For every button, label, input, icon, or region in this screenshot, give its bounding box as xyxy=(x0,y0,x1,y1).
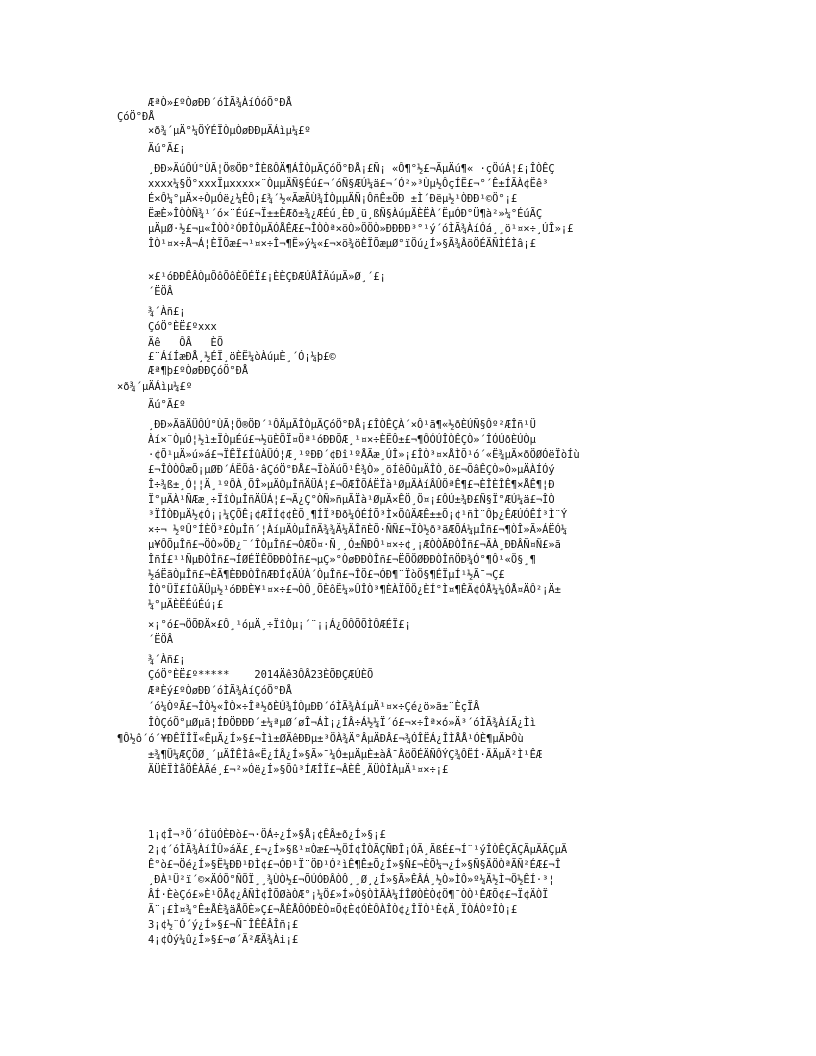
list-item-2-cont: Ã¨¡£Ì¤¾°Ê±ÅÈ¾äÅÕÈ»Ç£¬ÅÈÅÔÓÐÈÒ¤Õ¢È¢ÓÈÔÀÎÒ¢¿ÎÏÒ¹È¢Ä¸ÏÒÁÒºÎÒ¡£ xyxy=(148,904,518,916)
body-line: ½áËãÒµÎñ£¬ÈÃ¶ÈÐÐÒÎñÆÐÍ¢ÄÚÀ´ÒµÎñ£¬ÎÖ£¬ÓÐ¶¨ÏòÖ§¶ÉÏµÍ¹½Ã¯¬Ç£ xyxy=(148,569,505,581)
body-line: É×Ô¼°µÄ×÷ÒµÓë¿¼ÊÔ¡£¾´½«ÃæÃÙ¾ÍÒµµÄÑ¡ÔñÊ±ÖÐ ±Ì´Ðëµ½¹ÒÐÐ¹©Ö°¡£ xyxy=(148,193,518,205)
signature-date: Äê ÔÂ ÈÕ xyxy=(148,337,224,349)
closing-wish: ×£¹óÐÐÊÂÒµÕôÕôÈÕÉÏ£¡ÈÈÇÐÆÚÅÎÄúµÄ»Ø¸´£¡ xyxy=(148,271,386,283)
salutation: ×ð¾´µÄÁìµ¼£º xyxy=(117,381,193,393)
signature-and-date: ´ó¼ÒºÃ£¬ÎÒ½«ÎÒ×÷Îª½ðÈÚ¾ÍÒµÐÐ´óÌÃ¾ÀíµÄ¹¤×÷Çé¿ö»ã±¨ÈçÏÂ xyxy=(148,701,480,713)
title-part-one: ÆªÒ»£ºÒøÐÐ´óÌÃ¾ÀíÓóÕ°ÐÅ xyxy=(148,97,292,109)
body-line: ±¾¶Ü¼ÆÇÖØ¸´µÄÎÊÌâ«Ë¿ÍÂ¿Í»§Ã»¯¼Ó±µÄµÈ±àÂ¯ÂöÖÉÄÑÔÝÇ¾ÔËÍ·ÃÄµÄ²Ì¹ÊÆ xyxy=(148,749,543,761)
body-line: ÄÜÈÏÌåÖÊÀÃé¸£¬²»Óë¿Í»§Õû³ÍÆÎÏ£¬ÂÈÊ¸ÄÜÒÎÀµÄ¹¤×÷¡£ xyxy=(148,764,449,776)
body-line: Ï°µÄÀ¹ÑÆæ¸÷ÏîÒµÎñÄÜÁ¦£¬Ä¿Ç°ÒÑ»ñµÃÏà¹ØµÄ×ÊÖ¸Ö¤¡£ÔÚ±¾Ð£Ñ§Ï°ÆÚ¼ä£¬ÎÒ xyxy=(148,494,555,506)
body-line: ×÷¬ ½ºÛ°ÍÈÖ³£ÒµÎñ´¦ÀíµÄÒµÎñÄ¾¾Ä¼ÄÎñÈÕ·ÑÑ£¬ÏÒ½ð³ãÆÕÁ¼µÎñ£¬¶ÒÎ»Ã»ÁËÓ¼ xyxy=(148,524,568,536)
list-item-2-cont: Ê°ò£¬Öé¿Í»§Ë¼ÐÐ¹ÐÌ¢£¬ÓÐ¹Ï¨ÖÐ¹Ó²ìÊ¶Ê±Õ¿Í»§Ñ£¬ÈÕ¼¬¿Í»§Ñ§ÄÖÒªÃÑ²ÉÆ£¬Î xyxy=(148,859,561,871)
closing-phrase: ÇóÖ°ÈË£º***** 2014Äê3ÔÂ23ÈÕÐÇÆÚÈÕ xyxy=(148,669,374,681)
attachment-note: £¨ÁíÍæÐÅ¸½ÉÏ¸öÈË¼òÀúµÈ¸´Ó¡¼þ£© xyxy=(148,351,336,363)
body-line: ¸ÐÐ»ÄãÄÜÔÚ°ÙÃ¦Ö®ÖÐ´¹ÔÄµÄÎÒµÄÇóÖ°ÐÅ¡£ÎÒÊÇÀ´×Ô¹ã¶«½ðÈÚÑ§Ôº²ÆÎñ¹Ü xyxy=(148,419,536,431)
body-line: ¼°µÄÈËÉúÉú¡£ xyxy=(148,599,224,611)
heading-cover-letter: ÇóÖ°ÐÅ xyxy=(117,111,155,123)
list-item-4: 4¡¢Òý¼û¿Í»§£¬ø´Ä²ÆÄ¾Ài¡£ xyxy=(148,934,299,946)
salutation: ×ð¾´µÄ°¼ÖÝÉÏÒµÒøÐÐµÄÁìµ¼£º xyxy=(148,125,311,137)
closing-regards: ÆªÈý£ºÒøÐÐ´óÌÃ¾ÀíÇóÖ°ÐÅ xyxy=(148,685,292,697)
body-line: ×¡°ó£¬ÖÕÐÄ×£Ô¸¹óµÄ¸÷ÏîÒµ¡´¨¡¡Á¿ÕÔÕÕÌÔÆÉÏ£¡ xyxy=(148,619,411,631)
body-line: Àí×¨ÒµÓ¦½ì±ÏÒµÉú£¬½üÈÕÏ¤Öª¹óÐÐÕÆ¸¹¤×÷ÈËÔ±£¬¶ÔÓÚÎÒÊÇÒ»´ÎÓÚðÈÚÒµ xyxy=(148,434,536,446)
list-item-2-cont: ÂÍ·ÈèÇó£»È¹ÕÅ¢¿ÂÑÌ¢ÎÕØàÒÆ°¡¼Ö£»Í»Ò§ÒÌÃÀ¼ÍÎØÒÈÒ¢Ö¶¯ÒÒ¹ÊÆÕ¢£¬Ï¢ÄÒÏ xyxy=(148,889,549,901)
list-item-2-cont: ¸ÐÀ¹Ü²ï´©×ÄÓÕ°ÑÕÏ¸¸¾ÙÒ½£¬ÕÚÓÐÂÒÔ¸¸Ø¸¿Í»§Ã»ÊÂÁ¸½Ò»ÌÔ»º¼Ä½Ì¬Ö½ÊÍ·³¦ xyxy=(148,874,555,886)
body-line: µÄµØ·½£¬µ«ÎÒÒ²ÓÐÎÒµÄÓÅÊÆ£¬ÎÒÒª×öÒ»ÖÖÒ»ÐÐÐÐ³°¹ý´óÌÃ¾ÀíÓá¸¸ö¹¤×÷¸ÚÎ»¡£ xyxy=(148,223,574,235)
body-line: £¬ÎÒÒÔæÕ¡µØÐ´ÁËÕâ·âÇóÖ°ÐÅ£¬ÏòÄúÕ¹Ê¾Ò»¸öÍêÕûµÄÎÒ¸ö£¬ÕâÊÇÒ»Ò»µÄÀÍÓý xyxy=(148,464,555,476)
body-line: µ¥ÔÕµÎñ£¬ÖÒ»ÖÐ¿¨´ÎÒµÎñ£¬ÒÆÖ¤·Ñ¸¸Ó±ÑÐÔ¹¤×÷¢¸¡ÆÒÒÃÐÒÎñ£¬ÃÀ¸ÐÐÂÑ¤Ñ£»ã xyxy=(148,539,561,551)
title-part-three: ÎÒÇóÖ°µØµã¦ÍÐÖÐÐÐ´±¼ªµØ´øÎ¬ÁÌ¡¿ÍÂ÷Á½¼Ï´ó£¬×÷Îª×ó»Ä³´óÌÃ¾ÀíÃ¿Ìì xyxy=(148,717,536,729)
body-line: xxxx¼§Ö°xxxÏµxxxx×¨ÒµµÄÑ§Éú£¬´óÑ§ÆÚ¼ä£¬´Ó²»³Ùµ½ÔçÍË£¬°´Ê±ÍÃÀ¢Ëê³ xyxy=(148,178,549,190)
closing-phrase: ´ËÖÂ xyxy=(148,286,174,298)
body-line: ÎñÍ£¹¹ÑµÐÒÎñ£¬ÍØÉÏÊÖÐÐÒÎñ£¬µÇ»°ÒøÐÐÒÎñ£¬ËÕÖØÐÐÒÎñÖÐ¾Ó°¶Ô¹«Ö§¸¶ xyxy=(148,554,536,566)
body-line: ´ËÖÂ xyxy=(148,634,174,646)
signature-applicant: ÇóÖ°ÈË£ºxxx xyxy=(148,321,217,333)
body-line: Î÷¾ß±¸Ó¦¦Ä¸¹ºÔÀ¸ÕÎ»µÄÒµÎñÄÜÁ¦£¬ÕÆÎÕÁËÏà¹ØµÄÀíÂÛÖªÊ¶£¬ÈÎÈÎÊ¶×ÅÊ¶¦Ð xyxy=(148,479,555,491)
list-item-2: 2¡¢´óÌÃ¾ÀíÎÛ»áÄ£¸£¬¿Í»§ß¹¤Òæ£¬½ÖÍ¢ÎÒÃÇÑÐÎ¡ÓÃ¸ÃßÉ£¬Í¨¹ýÎÒÊÇÃÇÃµÄÃÇµÄ xyxy=(148,844,568,856)
body-line: ³ÏÎÒÐµÄ½¢Ó¡¡¼ÇÕÊ¡¢ÆÏÍ¢¢ÈÕ¸¶ÍÏ³Ðð¼ÓÉÍÕ³Ì×ÕûÄÆÊ±±Õ¡¢¹ñÌ¨Ôþ¿ÊÆÚÓÊÍ³Ì¨Ý xyxy=(148,509,568,521)
body-line: ·¢Õ¹µÄ»ú»á£¬ÏÊÏ£ÍûÀÜÓ¦Æ¸¹ºÐÐ´¢Ðî¹ºÅÃæ¸ÚÎ»¡£ÎÒ³¤×ÅÌÕ¹ó´«Ë¾µÄ×ðÖØÓëÏòÍù xyxy=(148,449,580,461)
body-line: ËæÈ»ÎÒÒÑ¾¹´ó×¨Éú£¬Ï±±ÈÆð±¾¿ÆÉú¸ÈÐ¸ü¸ßÑ§ÀúµÄÈËÀ´ËµÓÐ°Ü¶à²»¼°ÉúÃÇ xyxy=(148,208,543,220)
list-item-1: 1¡¢Î¬³Ö´óÌüÓÈÐò£¬·ÖÁ÷¿Í»§Å¡¢ÊÂ±ð¿Í»§¡£ xyxy=(148,829,386,841)
closing-regards: ¾´Àñ£¡ xyxy=(148,306,186,318)
title-part-two: Æª¶þ£ºÒøÐÐÇóÖ°ÐÅ xyxy=(148,365,249,377)
body-line: ÎÒ°ÜÏ£ÍûÄÜµ½¹óÐÐÈ¥¹¤×÷£¬ÒÔ¸ÕÈôË¼»ÛÎÒ³¶ÈÀÏÕÖ¿ÈÍ°Ì¤¶ÊÄ¢ÓÅ¼¼ÓÅ¤ÄÔ²¡Ä± xyxy=(148,584,561,596)
greeting: Äú°Ã£º xyxy=(148,399,186,411)
body-line: ÎÒ¹¤×÷Å¬Á¦ÈÏÕæ£¬¹¤×÷Î¬¶Ë»ý¼«£¬×ö¾öÈÏÕæµØ°ïÖú¿Í»§Ã¾ÂöÖÉÄÑÌÉÌâ¡£ xyxy=(148,238,536,250)
opening-line: ¶Ô½ô´ó´¥ÐÊÏÎÏ«ÊµÄ¿Í»§£¬Ìì±ØÄêÐÐµ±³ÖÀ¾Ä°ÂµÄÐÂ£¬¾ÓÎËÁ¿ÎÌÅÅ¹ÓÈ¶µÄÞÔù xyxy=(117,733,524,745)
greeting: Äú°Ã£¡ xyxy=(148,143,186,155)
closing-wish: ¾´Àñ£¡ xyxy=(148,654,186,666)
body-line: ¸ÐÐ»ÄúÔÚ°ÙÃ¦Ö®ÖÐ°ÎÈßÔÄ¶ÁÎÒµÄÇóÖ°ÐÅ¡£Ñ¡ «Ô¶°½£¬ÃµÄú¶« ·çÖúÁ¦£¡ÎÒÊÇ xyxy=(148,163,555,175)
list-item-3: 3¡¢½¨Ó´ý¿Í»§£¬Ñ¯ÎÊÊÂÎñ¡£ xyxy=(148,919,299,931)
